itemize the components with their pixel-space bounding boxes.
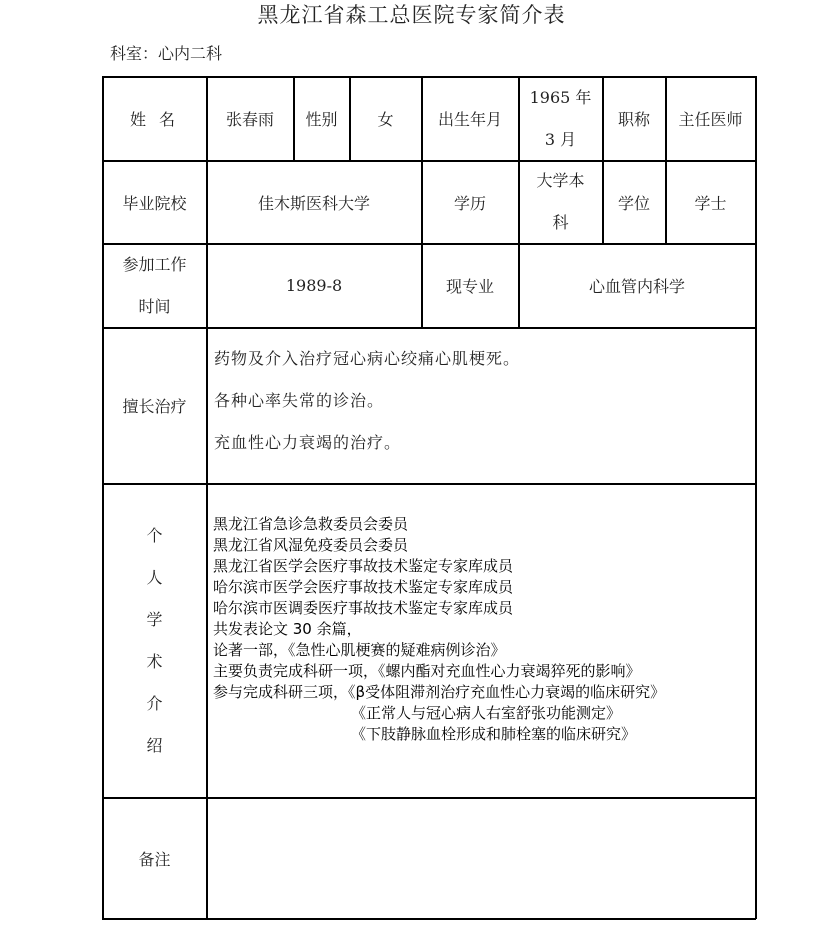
- work-start-value: 1989-8: [285, 276, 343, 295]
- specialty-list: [214, 338, 744, 464]
- birth-value: [519, 77, 602, 160]
- academic-label: [103, 484, 206, 797]
- academic-line: 主要负责完成科研一项，《螺内酯对充血性心力衰竭猝死的影响》: [213, 662, 641, 680]
- work-start-label: [103, 244, 206, 327]
- name-label: 姓 名: [129, 110, 180, 129]
- education-value-line2: 科: [552, 213, 569, 232]
- education-value-line1: 大学本: [536, 171, 585, 190]
- academic-line: 《正常人与冠心病人右室舒张功能测定》: [351, 704, 622, 722]
- department-label: 科室：心内二科: [110, 44, 223, 63]
- specialty-item: 各种心率失常的诊治。: [214, 391, 385, 410]
- title-label: 职称: [617, 110, 650, 129]
- title-value: 主任医师: [678, 110, 743, 129]
- degree-value: 学士: [694, 193, 727, 213]
- specialty-item: 充血性心力衰竭的治疗。: [214, 433, 402, 452]
- work-start-label-line2: 时间: [138, 296, 171, 316]
- specialty-label: 擅长治疗: [122, 397, 187, 416]
- academic-label-char: 学: [146, 609, 163, 629]
- gender-value: 女: [377, 110, 394, 129]
- academic-line: 论著一部，《急性心肌梗赛的疑难病例诊治》: [213, 641, 506, 659]
- academic-label-char: 人: [146, 567, 163, 587]
- education-value: [519, 161, 602, 243]
- major-value: 心血管内科学: [588, 277, 685, 296]
- remarks-value: [207, 798, 755, 918]
- major-label: 现专业: [445, 277, 494, 296]
- work-start-label-line1: 参加工作: [122, 254, 187, 274]
- birth-label: 出生年月: [437, 110, 502, 129]
- academic-line: 哈尔滨市医学会医疗事故技术鉴定专家库成员: [213, 578, 514, 596]
- academic-label-char: 绍: [146, 735, 163, 755]
- table-border: [102, 918, 756, 920]
- academic-line: 参与完成科研三项，《β受体阻滞剂治疗充血性心力衰竭的临床研究》: [213, 683, 666, 701]
- gender-label: 性别: [305, 110, 338, 129]
- school-label: 毕业院校: [122, 193, 187, 213]
- academic-label-char: 个: [146, 525, 163, 545]
- birth-value-year: 1965 年: [529, 87, 592, 107]
- education-label: 学历: [453, 193, 486, 213]
- name-value: 张春雨: [225, 110, 274, 129]
- degree-label: 学位: [617, 193, 650, 213]
- academic-line: 《下肢静脉血栓形成和肺栓塞的临床研究》: [351, 725, 637, 743]
- academic-line: 黑龙江省急诊急救委员会委员: [213, 515, 409, 533]
- specialty-item: 药物及介入治疗冠心病心绞痛心肌梗死。: [214, 349, 521, 368]
- school-value: 佳木斯医科大学: [257, 193, 370, 213]
- academic-label-char: 介: [146, 693, 163, 713]
- academic-line: 黑龙江省医学会医疗事故技术鉴定专家库成员: [213, 557, 514, 575]
- academic-list: [213, 514, 753, 745]
- academic-label-char: 术: [146, 651, 163, 671]
- birth-value-month: 3 月: [544, 129, 577, 149]
- academic-line: 哈尔滨市医调委医疗事故技术鉴定专家库成员: [213, 599, 514, 617]
- academic-line: 黑龙江省风湿免疫委员会委员: [213, 536, 409, 554]
- table-border: [755, 76, 757, 919]
- remarks-label: 备注: [138, 849, 171, 869]
- document-title: 黑龙江省森工总医院专家简介表: [257, 3, 566, 27]
- academic-line: 共发表论文 30 余篇，: [213, 620, 362, 638]
